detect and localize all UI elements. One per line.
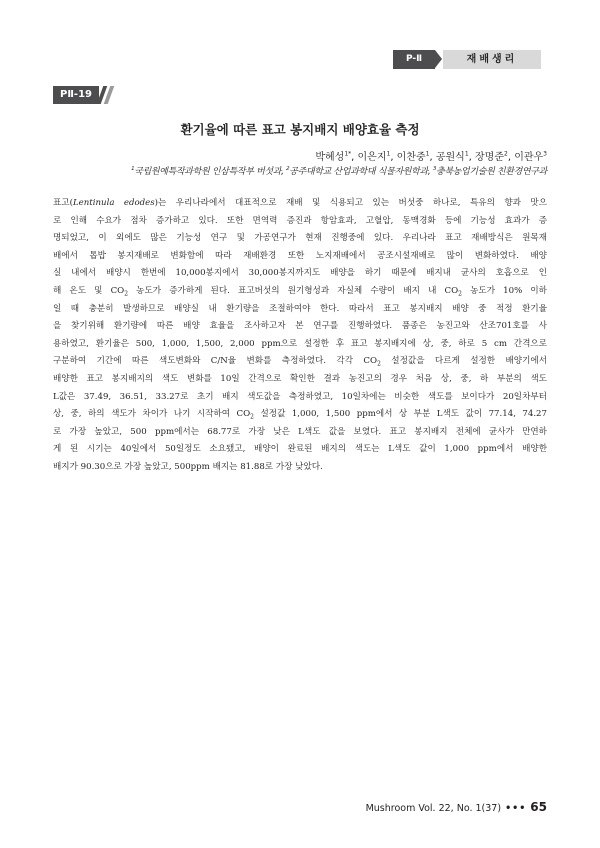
author-separator: ,: [390, 152, 397, 163]
author-mark: 1: [386, 150, 391, 158]
author-list: [315, 148, 547, 163]
affiliation-mark: 2: [286, 166, 290, 172]
abstract-line: 배지가 90.30으로 가장 높았고, 500ppm 배지는 81.88로 가장 낮았다.: [53, 461, 323, 472]
page-footer: [366, 800, 547, 814]
scientific-name: Lentinula edodes: [72, 198, 155, 208]
affiliation-mark: 1: [131, 166, 135, 172]
affiliations: [131, 164, 547, 177]
abstract-body: [53, 195, 547, 477]
author-separator: ,: [429, 152, 436, 163]
abstract-line: 을 찾기위해 환기량에 따른 배양 효율을 조사하고자 본 연구를 진행하였다. 품종은 농진고와 산조701호를 사: [53, 321, 547, 332]
subscript: 2: [377, 361, 381, 369]
author-separator: ,: [507, 152, 515, 163]
subscript: 2: [458, 290, 462, 298]
author-mark: 2: [504, 150, 508, 158]
author-name: 이찬중: [396, 152, 426, 163]
abstract-line: 표고(Lentinula edodes)는 우리나라에서 대표적으로 재배 및 식용되고 있는 버섯중 하나로, 특유의 향과 맛으: [53, 198, 547, 208]
section-arrow: [435, 50, 442, 68]
page-number: 65: [530, 800, 547, 814]
journal-citation: Mushroom Vol. 22, No. 1(37): [365, 803, 502, 814]
abstract-line: L값은 37.49, 36.51, 33.27로 초기 배지 색도값을 측정하였고, 10일차에는 비슷한 색도를 보이다가 20일차부터: [53, 391, 547, 402]
author-name: 공원식: [435, 152, 465, 163]
abstract-line: 명되었고, 이 외에도 많은 기능성 연구 및 가공연구가 현재 진행중에 있다. 우리나라 표고 재배방식은 원목재: [53, 233, 547, 244]
affiliation-name: 공주대학교 산업과학대 식물자원학과,: [289, 167, 433, 177]
author-mark: 1*: [344, 150, 352, 158]
section-tab: [393, 50, 541, 69]
paper-title: 환기율에 따른 표고 봉지배지 배양효율 측정: [180, 122, 420, 137]
author-name: 이관우: [514, 152, 544, 163]
footer-dots: •••: [505, 803, 527, 814]
author-mark: 1: [425, 150, 430, 158]
abstract-line: 구분하여 기간에 따른 색도변화와 C/N율 변화를 측정하였다. 각각 $CO_2$ 설정값을 다르게 설정한 배양기에서: [53, 356, 547, 369]
abstract-line: 실 내에서 배양시 한번에 10,000봉지에서 30,000봉지까지도 배양을 하기 때문에 배지내 균사의 호흡으로 인: [53, 268, 547, 279]
subscript: 2: [124, 290, 129, 298]
abstract-line: 상, 중, 하의 색도가 차이가 나기 시작하여 $CO_2$ 설정값 1,000, 1,500 ppm에서 상 부분 L색도 값이 77.14, 74.27: [53, 409, 547, 421]
author-separator: ,: [351, 152, 358, 163]
affiliation-name: 국립원예특작과학원 인삼특작부 버섯과,: [134, 167, 287, 177]
abstract-line: 로 가장 높았고, 500 ppm에서는 68.77로 가장 낮은 L색도 값을 보였다. 표고 봉지배지 전체에 균사가 만연하: [53, 426, 547, 437]
abstract-line: 로 인해 수요가 점차 증가하고 있다. 또한 면역력 증진과 항암효과, 고혈압, 동맥경화 등에 기능성 효과가 증: [53, 215, 547, 226]
section-label: 재배생리: [443, 50, 541, 69]
affiliation-mark: 3: [432, 166, 437, 172]
abstract-line: 용하였고, 환기율은 500, 1,000, 1,500, 2,000 ppm으로 설정한 후 표고 봉지배지에 상, 중, 하로 5 cm 간격으로: [53, 338, 547, 349]
author-name: 이은지: [357, 152, 387, 163]
author-name: 박혜성: [315, 152, 345, 163]
paper-code: PⅡ-19: [53, 86, 99, 104]
abstract-line: 해 온도 및 $CO_2$ 농도가 증가하게 된다. 표고버섯의 원기형성과 자실체 수량이 배지 내 $CO_2$ 농도가 10% 이하: [53, 285, 547, 298]
affiliation-name: 충북농업기술원 친환경연구과: [436, 167, 547, 177]
author-mark: 3: [543, 150, 547, 158]
abstract-line: 일 때 충분히 발생하므로 배양실 내 환기량을 조절하여야 한다. 따라서 표고 봉지배지 배양 중 적정 환기율: [53, 303, 547, 314]
author-mark: 1: [464, 150, 469, 158]
abstract-line: 배에서 톱밥 봉지재배로 변화함에 따라 재배환경 또한 노지재배에서 공조시설재배로 많이 변화하였다. 배양: [53, 250, 547, 261]
abstract-line: 게 된 시기는 40일에서 50일정도 소요됐고, 배양이 완료된 배지의 색도는 L색도 값이 1,000 ppm에서 배양한: [53, 444, 547, 455]
abstract-line: 배양한 표고 봉지배지의 색도 변화를 10일 간격으로 확인한 결과 농진고의 경우 처음 상, 중, 하 부분의 색도: [53, 373, 547, 384]
subscript: 2: [250, 413, 254, 421]
section-code: P-Ⅱ: [393, 50, 435, 69]
author-separator: ,: [468, 152, 476, 163]
author-name: 장명준: [475, 152, 504, 163]
